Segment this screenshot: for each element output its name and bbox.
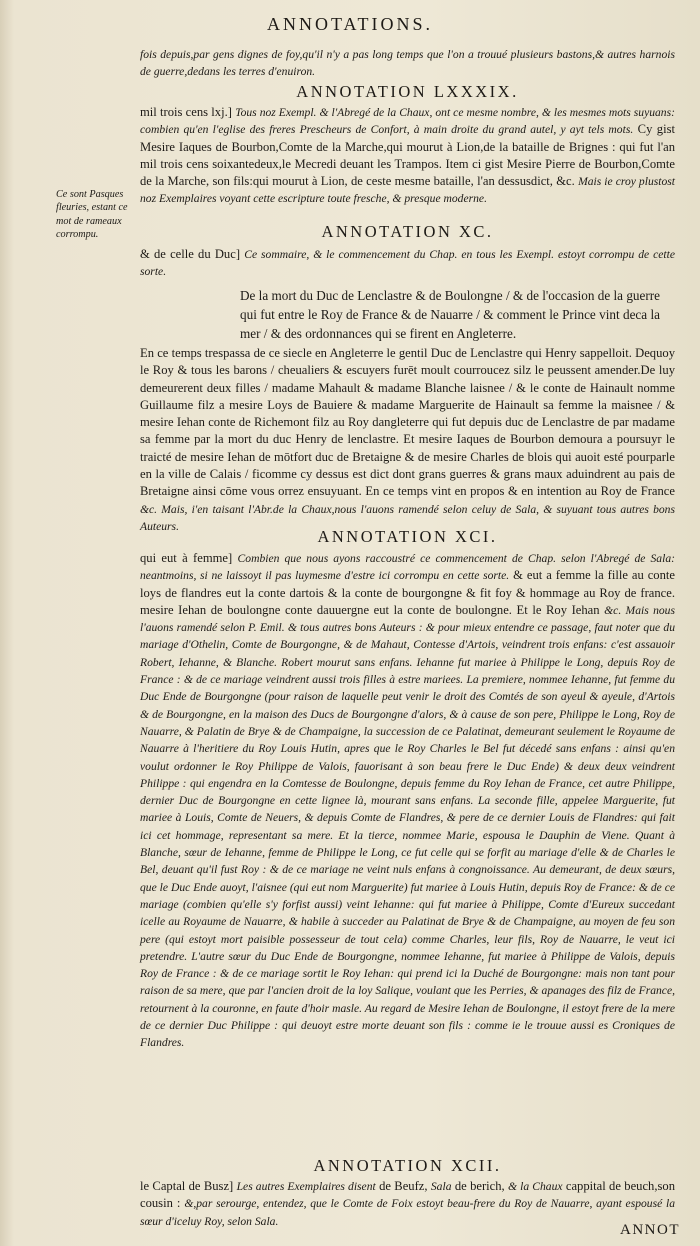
annotation-89-note: Tous noz Exempl. & l'Abregé de la Chaux, ont ce mesme nombre, & les mesmes mots suyuans: combien qu'en l'eglise des freres Prescheurs de Confort, à main droite du grand autel, y ayt tels mots. [140, 106, 675, 137]
annotation-92-note-c: & la Chaux [508, 1180, 563, 1193]
annotation-91-body [140, 550, 675, 1052]
annotation-92-heading: ANNOTATION XCII. [313, 1156, 502, 1175]
annotation-89-paragraph [140, 104, 675, 208]
annotation-91-note-2: &c. Mais nous l'auons ramendé selon P. Emil. & tous autres bons Auteurs : & pour mieux entendre ce passage, faut noter que du mariage d'Othelin, Comte de Bourgongne, & de Mahaut, Contesse d'Artois, veindrent trois enfans: c'est assauoir Robert, Iehanne, & Blanche. Robert mourut sans enfans. Iehanne fut mariee à Philippe le Long, depuis Roy de France : & de ce mariage veindrent aussi trois filles à estre mariees. La premiere, nommee Iehanne, fut femme du Duc Ende de Bourgongne (pour raison de laquelle peut venir le droit des Comtés de son ayeul & ayeule, d'Artois & de Bourgongne, en la maison des Ducs de Bourgongne d'alors, & à cause de son pere, Philippe le Long, Roy de Nauarre, & Palatin de Brye & de Champaigne, la succession de ce Palatinat, demeurant seulement le Royaume de Nauarre à l'heritiere du Roy Louis Hutin, apres que le Roy Charles le Bel fut décedé sans enfans : ainsi qu'en voulut ordonner le Roy Philippe de Valois, fauorisant à son beau frere le Duc Ende) & deux deux veindrent Philippe : qui engendra en la Comtesse de Boulongne, depuis femme du Roy Iehan de France, cet autre Philippe, dernier Duc de Bourgongne en cette lignee là, mourant sans enfans. La seconde fille, appelee Marguerite, fut mariee à Louis, Comte de Neuers, & depuis Comte de Flandres, & pere de ce dernier Louis de Flandres: qui fait ici cet hommage, representant sa mere. Et la tierce, nommee Marie, espousa le Dauphin de Viene. Quant à Blanche, sœur de Iehanne, femme de Philippe le Long, ce fut celle qui se forfit au mariage d'elle & de Charles le Bel, deuant qu'il fust Roy : & de ce mariage ne veint nuls enfans à congnoissance. Au demeurant, de deux sœurs, que le Duc Ende auoyt, l'aisnee (qui eut nom Marguerite) fut mariee à Louis Hutin, depuis Roy de France: & de ce mariage (combien qu'elle s'y forfist aussi) veint Iehanne: qui fut mariee à Philippe, Comte d'Eureux succedant icelle au Royaume de Nauarre, & habile à succeder au Palatinat de Brye & de Champaigne, au moyen de feu son pere (qui estoyt mort paisible possesseur de tout cela) comme Charles, leur fils, Roy de Nauarre, le veut ici pretendre. L'autre sœur du Duc Ende de Bourgongne, nommee Iehanne, fut mariee à Philippe de Valois, depuis Roy de France : & de ce mariage sortit le Roy Iehan: qui prend ici la Duché de Bourgongne: mais non tant pour raison de sa mere, que par l'ancien droit de la loy Salique, voulant que les Perries, & apanages des filz de France, retournent à la couronne, en faute d'hoir masle. Au regard de Mesire Iehan de Boulongne, il estoyt frere de la mere de ce dernier Duc Philippe : qui deuoyt estre morte deuant son fils : comme ie le trouue aussi es Croniques de Flandres. [140, 603, 675, 1050]
annotation-91-lemma: qui eut à femme] [140, 551, 233, 565]
annotation-90-lemma-note: Ce sommaire, & le commencement du Chap. en tous les Exempl. estoyt corrompu de cette sorte. [140, 248, 675, 279]
catchword: ANNOT [620, 1222, 680, 1238]
annotation-90-body-tail: &c. Mais, i'en taisant l'Abr.de la Chaux,nous l'auons ramendé selon celuy de Sala, & suyuant tous autres bons Auteurs. [140, 502, 675, 533]
opening-paragraph [140, 46, 675, 81]
annotation-90-heading: ANNOTATION XC. [321, 222, 494, 241]
annotation-89-body [140, 104, 675, 208]
annotation-90-body [140, 345, 675, 535]
annotation-89-heading: ANNOTATION LXXXIX. [296, 82, 519, 101]
annotation-92-note-b: Sala [430, 1180, 452, 1193]
annotation-92-note-a: Les autres Exemplaires disent [236, 1180, 376, 1193]
annotation-89-conclusion: Mais ie croy plustost noz Exemplaires voyant cette escripture toute fresche, & presque moderne. [140, 175, 676, 206]
annotation-92-variant-a: de Beufz, [379, 1179, 428, 1193]
annotation-92-variant-b: de berich, [454, 1179, 505, 1193]
opening-text: fois depuis,par gens dignes de foy,qu'il n'y a pas long temps que l'on a trouué plusieurs bastons,& autres harnois de guerre,dedans les terres d'enuiron. [140, 48, 675, 79]
annotation-89-lemma: mil trois cens lxj.] [140, 105, 232, 119]
annotation-92-variant-c: cappital de beuch,son cousin : [140, 1179, 675, 1211]
annotation-92-body [140, 1178, 675, 1230]
annotation-90-body-text: En ce temps trespassa de ce siecle en Angleterre le gentil Duc de Lenclastre qui Henry sappelloit. Dequoy le Roy & tous les barons / cheualiers & escuyers furēt moult courroucez silz le peussent amender.De luy demeurerent deux filles / madame Mahault & madame Blanche laisnee / & le conte de Hainault nomme Guillaume filz a mesire Loys de Bauiere & madame Marguerite de Hainault sa femme la maisnee / & mesire Iehan conte de Richemont filz au Roy dangleterre qui fut depuis duc de Lenclastre de par madame sa femme par la mort du duc Henry de lenclastre. Et mesire Iaques de Bourbon demoura a poursuyr le traicté de mesire Iehan de mōtfort duc de Bretaigne & de mesire Charles de blois qui auoit esté pourparle en la ville de Calais / ficomme cy dessus est dict dont grans guerres & grans maux aduindrent au pais de Bretaigne ainsi cōme vous orrez ensuyuant. En ce temps vint en propos & en intention au Roy de France [140, 346, 675, 499]
annotation-89-epitaph: Cy gist Mesire Iaques de Bourbon,Comte de la Marche,qui mourut à Lion,de la bataille de Brignes : qui fut l'an mil trois cens soixantedeux,le Mecredi deuant les Trampos. Item ci gist Mesire Pierre de Bourbon,Comte de la Marche, son fils:qui mourut à Lion, de ceste mesme bataille, l'an dessusdict, &c. [140, 122, 675, 189]
annotation-90-quotation: De la mort du Duc de Lenclastre & de Boulongne / & de l'occasion de la guerre qui fut entre le Roy de France & de Nauarre / & comment le Prince vint deca la mer / & des ordonnances qui se firent en Angleterre. [240, 288, 660, 341]
running-head: ANNOTATIONS. [266, 14, 434, 34]
annotation-91-quoted-text: & eut a femme la fille au conte loys de flandres eut la conte dartois & la conte de bourgongne & fit foy & hommage au Roy de france. mesire Iehan de boulongne conte dauuergne eut la conte de boulongne. Et le Roy Iehan [140, 568, 675, 617]
annotation-91-note-1: Combien que nous ayons raccoustré ce commencement de Chap. selon l'Abregé de Sala: neantmoins, si ne laissoyt il pas luymesme d'estre ici corrompu en cette sorte. [140, 552, 675, 583]
annotation-90-lemma-block [140, 246, 675, 281]
annotation-92-lemma: le Captal de Busz] [140, 1179, 234, 1193]
marginal-note: Ce sont Pasques fleuries, estant ce mot de rameaux corrompu. [56, 189, 128, 241]
annotation-91-heading: ANNOTATION XCI. [317, 527, 498, 546]
annotation-90-lemma: & de celle du Duc] [140, 247, 241, 261]
annotation-92-note-d: &,par serourge, entendez, que le Comte de Foix estoyt beau-frere du Roy de Nauarre, ayant espousé la sœur d'iceluy Roy, selon Sala. [140, 1197, 675, 1228]
